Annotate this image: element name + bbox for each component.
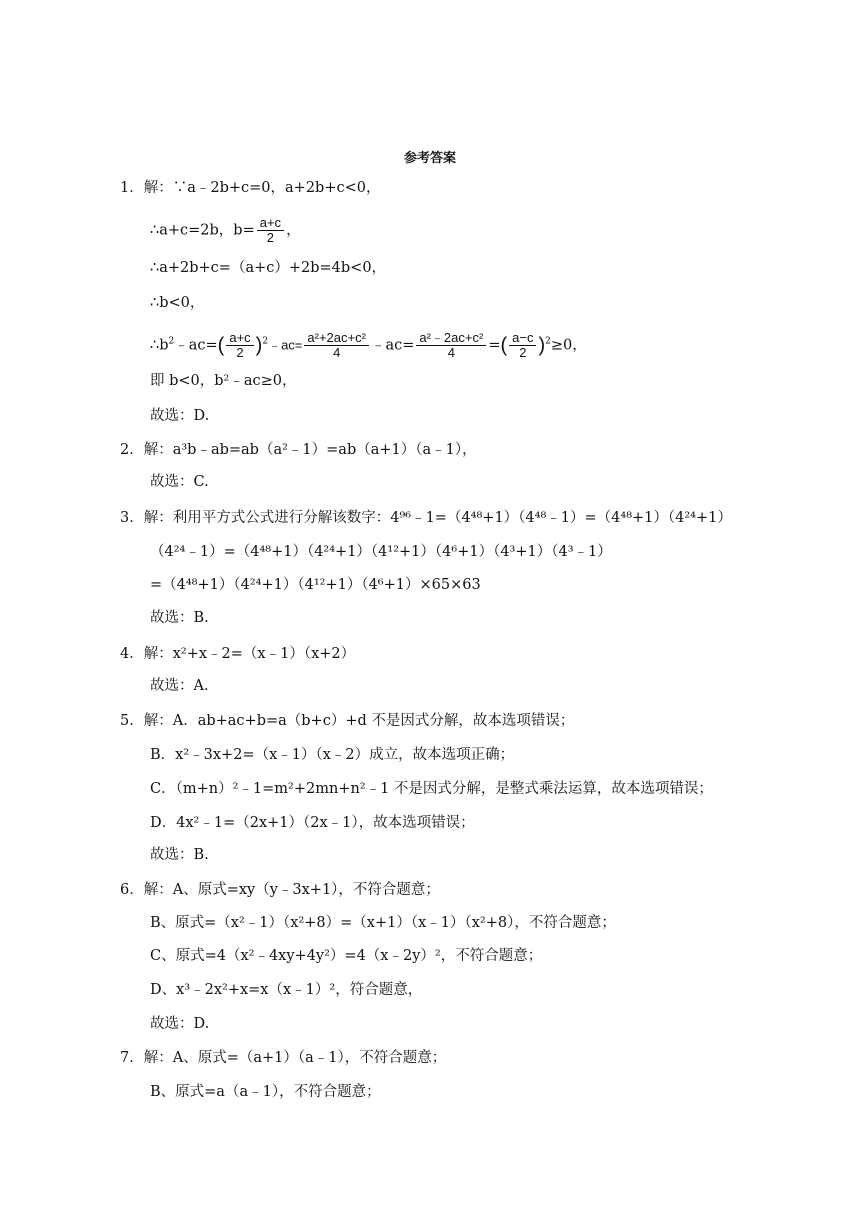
q4-line1: 4．解：x²+x﹣2=（x﹣1）（x+2）	[120, 646, 356, 662]
q1-line4: ∴b<0，	[150, 295, 205, 311]
right-paren: )	[255, 334, 263, 357]
q1-line7: 故选：D.	[150, 408, 210, 424]
q6-line1: 6．解：A、原式=xy（y﹣3x+1），不符合题意；	[120, 882, 440, 898]
q1-line5-mid3: =	[488, 337, 501, 354]
fraction-numerator: a+c	[257, 216, 284, 231]
q5-line4: D．4x²﹣1=（2x+1）（2x﹣1），故本选项错误；	[150, 815, 475, 831]
fraction-a-minus-c-over-2	[509, 331, 536, 360]
q3-line1: 3．解：利用平方式公式进行分解该数字：4⁹⁶﹣1=（4⁴⁸+1）（4⁴⁸﹣1）=（4⁴⁸+1）（4²⁴+1）	[120, 510, 732, 526]
fraction-denominator: 2	[519, 345, 527, 360]
q5-line1: 5．解：A．ab+ac+b=a（b+c）+d 不是因式分解，故本选项错误；	[120, 713, 575, 729]
page-title: 参考答案	[403, 151, 456, 166]
q1-line5-mid2: ﹣ac=	[370, 337, 415, 354]
q2-line2: 故选：C.	[150, 474, 209, 490]
q1-line2	[150, 216, 301, 245]
fraction-diff-squares-over-4	[416, 331, 486, 360]
q1-line5-mid1: ﹣ac=	[268, 337, 303, 353]
q2-line1: 2．解：a³b﹣ab=ab（a²﹣1）=ab（a+1）（a﹣1），	[120, 442, 477, 458]
q6-line4: D、x³﹣2x²+x=x（x﹣1）²，符合题意，	[150, 982, 423, 998]
left-paren: (	[217, 334, 225, 357]
q5-line3: C．（m+n）²﹣1=m²+2mn+n²﹣1 不是因式分解，是整式乘法运算，故本选项错误；	[150, 781, 713, 797]
q1-line2-tail: ，	[286, 222, 301, 239]
q1-line3: ∴a+2b+c=（a+c）+2b=4b<0，	[150, 260, 387, 276]
q7-line2: B、原式=a（a﹣1），不符合题意；	[150, 1084, 381, 1100]
fraction-a-plus-c-over-2	[257, 216, 284, 245]
q1-line5-end: ≥0，	[550, 337, 587, 354]
q1-line6: 即 b<0，b²﹣ac≥0，	[150, 373, 297, 389]
q3-line3: =（4⁴⁸+1）（4²⁴+1）（4¹²+1）（4⁶+1）×65×63	[150, 577, 481, 593]
q6-line2: B、原式=（x²﹣1）（x²+8）=（x+1）（x﹣1）（x²+8），不符合题意；	[150, 915, 616, 931]
q7-line1: 7．解：A、原式=（a+1）（a﹣1），不符合题意；	[120, 1050, 447, 1066]
fraction-denominator: 2	[266, 230, 275, 245]
right-paren: )	[538, 334, 546, 357]
q1-line2-text: ∴a+c=2b，b=	[150, 222, 255, 239]
fraction-numerator: a²﹣2ac+c²	[416, 331, 486, 346]
fraction-numerator: a−c	[509, 331, 536, 346]
fraction-numerator: a²+2ac+c²	[304, 331, 369, 346]
fraction-denominator: 4	[333, 345, 341, 360]
fraction-denominator: 4	[447, 345, 455, 360]
fraction-denominator: 2	[236, 345, 244, 360]
fraction-sum-squares-over-4	[304, 331, 369, 360]
q6-line5: 故选：D.	[150, 1016, 210, 1032]
left-paren: (	[500, 334, 508, 357]
q5-line5: 故选：B.	[150, 847, 209, 863]
fraction-a-plus-c-over-2-squared	[226, 331, 253, 360]
q1-line5-start: ∴b	[150, 337, 169, 354]
q1-line5: $\therefore b^2﹣ac=$( $\frac{a+c}{2}$ )$^2$﹣ac= $\frac{\text{a²+2ac+c²}}{4}$ ﹣ac= $\frac{\text{a²﹣2ac+c²}}{4}$ =( $\frac{a-c}{2}$ )$^2$≥0，	[150, 330, 587, 360]
q3-line2: （4²⁴﹣1）=（4⁴⁸+1）（4²⁴+1）（4¹²+1）（4⁶+1）（4³+1）（4³﹣1）	[150, 544, 612, 560]
q6-line3: C、原式=4（x²﹣4xy+4y²）=4（x﹣2y）²，不符合题意；	[150, 948, 543, 964]
q5-line2: B．x²﹣3x+2=（x﹣1）（x﹣2）成立，故本选项正确；	[150, 747, 515, 763]
q1-line1: 1．解：∵a﹣2b+c=0，a+2b+c<0，	[120, 180, 381, 196]
fraction-numerator: a+c	[226, 331, 253, 346]
q3-line4: 故选：B.	[150, 610, 209, 626]
q4-line2: 故选：A.	[150, 678, 209, 694]
q1-line5-b: ﹣ac=	[174, 337, 218, 354]
